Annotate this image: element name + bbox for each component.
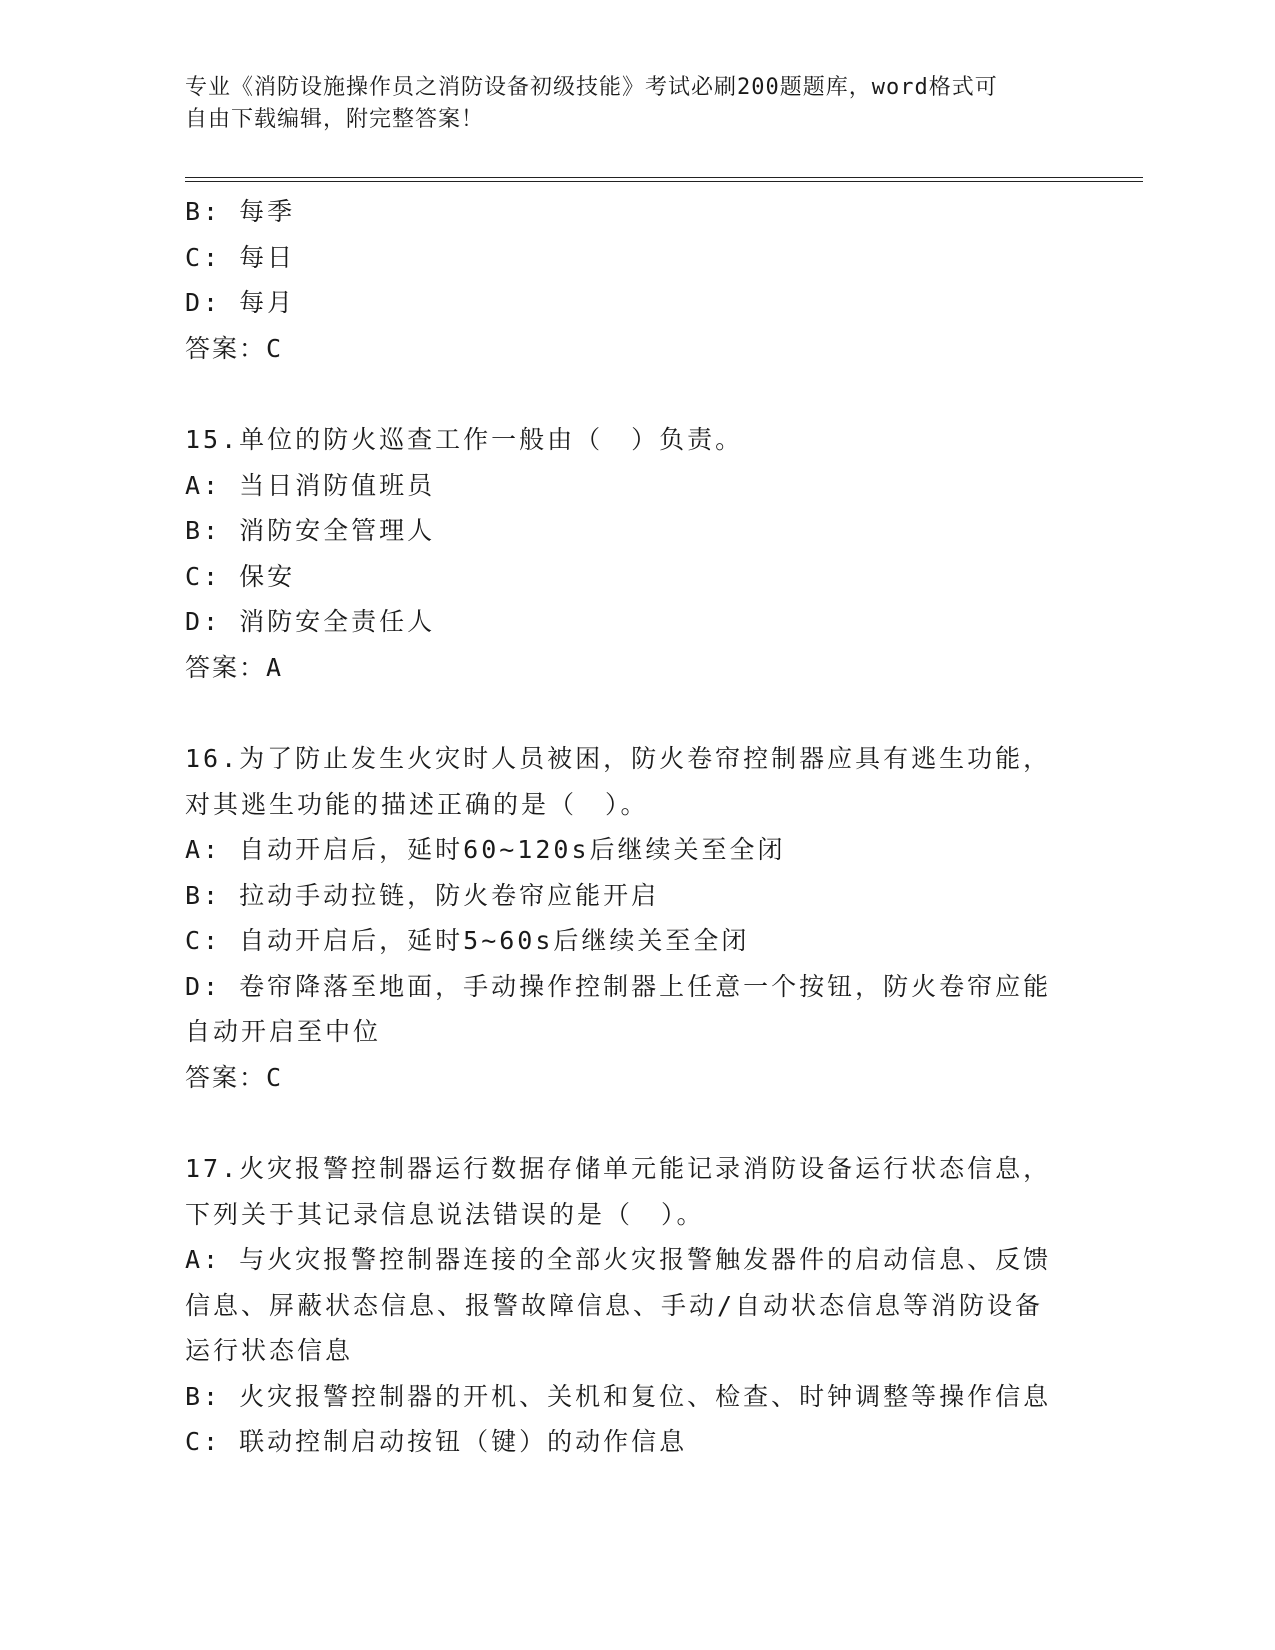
spacer bbox=[185, 690, 1065, 736]
option-a: A: 自动开启后，延时60~120s后继续关至全闭 bbox=[185, 835, 786, 864]
answer: 答案：C bbox=[185, 333, 284, 363]
answer: 答案：C bbox=[185, 1062, 284, 1092]
option-b: B: 消防安全管理人 bbox=[185, 516, 436, 545]
question-17 bbox=[185, 1146, 1065, 1465]
option-d-line-2: 自动开启至中位 bbox=[185, 1017, 382, 1046]
question-15 bbox=[185, 417, 1065, 690]
document-header bbox=[185, 72, 1065, 136]
option-c: C: 每日 bbox=[185, 242, 296, 272]
option-c: C: 自动开启后，延时5~60s后继续关至全闭 bbox=[185, 926, 750, 955]
header-divider-top bbox=[185, 177, 1143, 178]
question-list bbox=[185, 189, 1065, 1465]
question-stem-line-2: 对其逃生功能的描述正确的是（ ）。 bbox=[185, 789, 649, 819]
option-b: B: 火灾报警控制器的开机、关机和复位、检查、时钟调整等操作信息 bbox=[185, 1381, 1052, 1411]
option-a-line-2: 信息、屏蔽状态信息、报警故障信息、手动/自动状态信息等消防设备 bbox=[185, 1290, 1044, 1320]
option-a: A: 当日消防值班员 bbox=[185, 470, 436, 500]
option-d: D: 每月 bbox=[185, 288, 296, 317]
question-stem-line-1: 16.为了防止发生火灾时人员被困，防火卷帘控制器应具有逃生功能， bbox=[185, 744, 1052, 773]
header-divider-bottom bbox=[185, 181, 1143, 182]
question-16 bbox=[185, 736, 1065, 1100]
option-b: B: 每季 bbox=[185, 197, 296, 226]
question-stem-line-2: 下列关于其记录信息说法错误的是（ ）。 bbox=[185, 1199, 705, 1229]
header-line-2: 自由下载编辑，附完整答案！ bbox=[185, 107, 485, 132]
spacer bbox=[185, 1100, 1065, 1146]
option-c: C: 联动控制启动按钮（键）的动作信息 bbox=[185, 1427, 688, 1456]
option-d: D: 消防安全责任人 bbox=[185, 607, 436, 636]
question-14-continued bbox=[185, 189, 1065, 371]
option-a-line-3: 运行状态信息 bbox=[185, 1336, 354, 1365]
option-c: C: 保安 bbox=[185, 561, 296, 591]
option-b: B: 拉动手动拉链，防火卷帘应能开启 bbox=[185, 880, 660, 910]
option-d-line-1: D: 卷帘降落至地面，手动操作控制器上任意一个按钮，防火卷帘应能 bbox=[185, 971, 1052, 1001]
option-a-line-1: A: 与火灾报警控制器连接的全部火灾报警触发器件的启动信息、反馈 bbox=[185, 1245, 1052, 1274]
header-line-1: 专业《消防设施操作员之消防设备初级技能》考试必刷200题题库，word格式可 bbox=[185, 75, 998, 100]
spacer bbox=[185, 371, 1065, 417]
question-stem: 15.单位的防火巡查工作一般由（ ）负责。 bbox=[185, 425, 744, 454]
answer: 答案：A bbox=[185, 652, 284, 682]
question-stem-line-1: 17.火灾报警控制器运行数据存储单元能记录消防设备运行状态信息， bbox=[185, 1154, 1052, 1183]
